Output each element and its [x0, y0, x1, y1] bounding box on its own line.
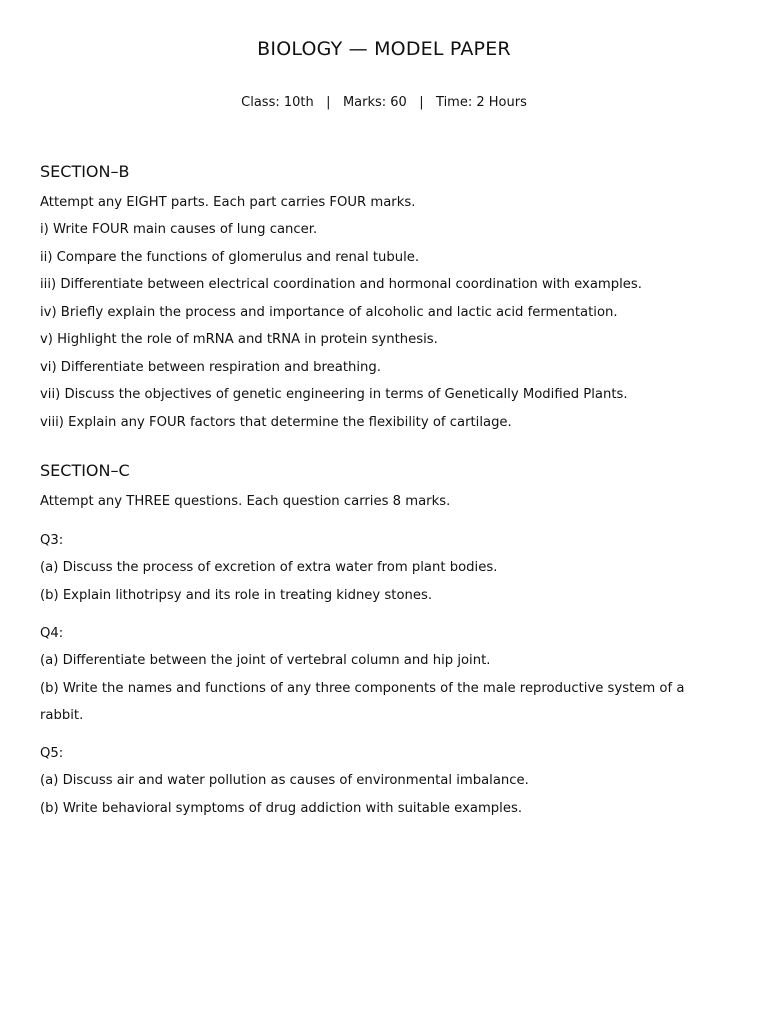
question-part: (b) Write behavioral symptoms of drug addiction with suitable examples.: [40, 801, 523, 816]
question-part: v) Highlight the role of mRNA and tRNA in protein synthesis.: [40, 332, 438, 347]
question-label: Q5:: [40, 746, 64, 761]
question-part: vi) Differentiate between respiration and breathing.: [40, 360, 381, 375]
question-part: (b) Explain lithotripsy and its role in treating kidney stones.: [40, 588, 433, 603]
question-label: Q3:: [40, 533, 64, 548]
question-part: (b) Write the names and functions of any three components of the male reproductive system of a rabbit.: [40, 681, 685, 723]
question-part: ii) Compare the functions of glomerulus and renal tubule.: [40, 250, 420, 265]
question-part: viii) Explain any FOUR factors that determine the flexibility of cartilage.: [40, 415, 512, 430]
question-part: (a) Differentiate between the joint of vertebral column and hip joint.: [40, 653, 491, 668]
paper-title: BIOLOGY — MODEL PAPER: [257, 38, 511, 60]
marks-info: Marks: 60: [342, 95, 407, 110]
question-part: iii) Differentiate between electrical coordination and hormonal coordination with examples.: [40, 277, 642, 292]
question-label: Q4:: [40, 626, 64, 641]
section-c-instruction: Attempt any THREE questions. Each question carries 8 marks.: [40, 494, 451, 509]
question-part: (a) Discuss air and water pollution as causes of environmental imbalance.: [40, 773, 529, 788]
class-info: Class: 10th: [241, 95, 314, 110]
question-part: (a) Discuss the process of excretion of extra water from plant bodies.: [40, 560, 498, 575]
meta-separator: |: [419, 95, 424, 110]
section-b-heading: SECTION–B: [40, 162, 130, 181]
question-part: iv) Briefly explain the process and importance of alcoholic and lactic acid fermentation.: [40, 305, 618, 320]
meta-separator: |: [326, 95, 331, 110]
question-part: vii) Discuss the objectives of genetic engineering in terms of Genetically Modified Plants.: [40, 387, 628, 402]
section-c-heading: SECTION–C: [40, 461, 130, 480]
time-info: Time: 2 Hours: [436, 95, 527, 110]
paper-meta: [0, 95, 768, 110]
section-b-instruction: Attempt any EIGHT parts. Each part carries FOUR marks.: [40, 195, 416, 210]
question-part: i) Write FOUR main causes of lung cancer.: [40, 222, 318, 237]
